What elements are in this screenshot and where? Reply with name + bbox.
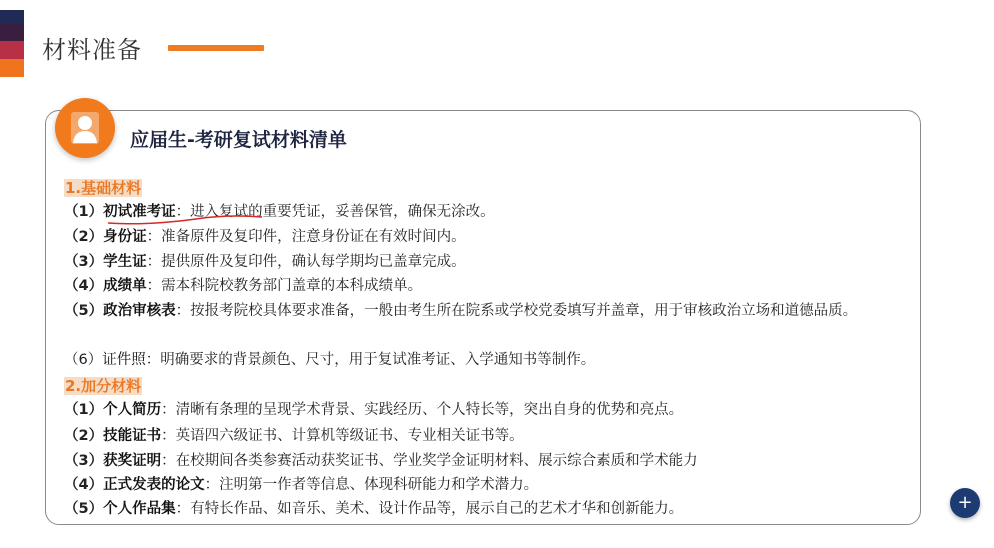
accent-bar-plum: [0, 23, 24, 41]
list-item: （3）获奖证明：在校期间各类参赛活动获奖证书、学业奖学金证明材料、展示综合素质和学术能力: [64, 453, 698, 469]
list-item: （2）技能证书：英语四六级证书、计算机等级证书、专业相关证书等。: [64, 428, 524, 444]
user-avatar-icon: [55, 98, 115, 158]
list-item: （2）身份证：准备原件及复印件，注意身份证在有效时间内。: [64, 229, 466, 245]
list-item: （4）成绩单：需本科院校教务部门盖章的本科成绩单。: [64, 278, 423, 294]
accent-bar-navy: [0, 10, 24, 23]
list-item: （4）正式发表的论文：注明第一作者等信息、体现科研能力和学术潜力。: [64, 477, 539, 493]
list-item: （5）个人作品集：有特长作品、如音乐、美术、设计作品等，展示自己的艺术才华和创新能力。: [64, 501, 684, 517]
accent-bar-red: [0, 41, 24, 59]
list-item: （1）初试准考证：进入复试的重要凭证，妥善保管，确保无涂改。: [64, 204, 495, 220]
section-heading-bonus: 2.加分材料: [65, 377, 142, 395]
page-title: 材料准备: [42, 36, 142, 64]
title-underline: [168, 45, 264, 51]
card-title: 应届生-考研复试材料清单: [130, 129, 347, 151]
list-item: （1）个人简历：清晰有条理的呈现学术背景、实践经历、个人特长等，突出自身的优势和亮点。: [64, 402, 684, 418]
list-item: （6）证件照：明确要求的背景颜色、尺寸，用于复试准考证、入学通知书等制作。: [64, 352, 596, 368]
accent-bar-orange: [0, 59, 24, 77]
list-item: （5）政治审核表：按报考院校具体要求准备，一般由考生所在院系或学校党委填写并盖章，用于审核政治立场和道德品质。: [64, 303, 858, 319]
section-heading-basic: 1.基础材料: [65, 179, 142, 197]
add-button[interactable]: +: [950, 488, 980, 518]
list-item: （3）学生证：提供原件及复印件，确认每学期均已盖章完成。: [64, 254, 466, 270]
